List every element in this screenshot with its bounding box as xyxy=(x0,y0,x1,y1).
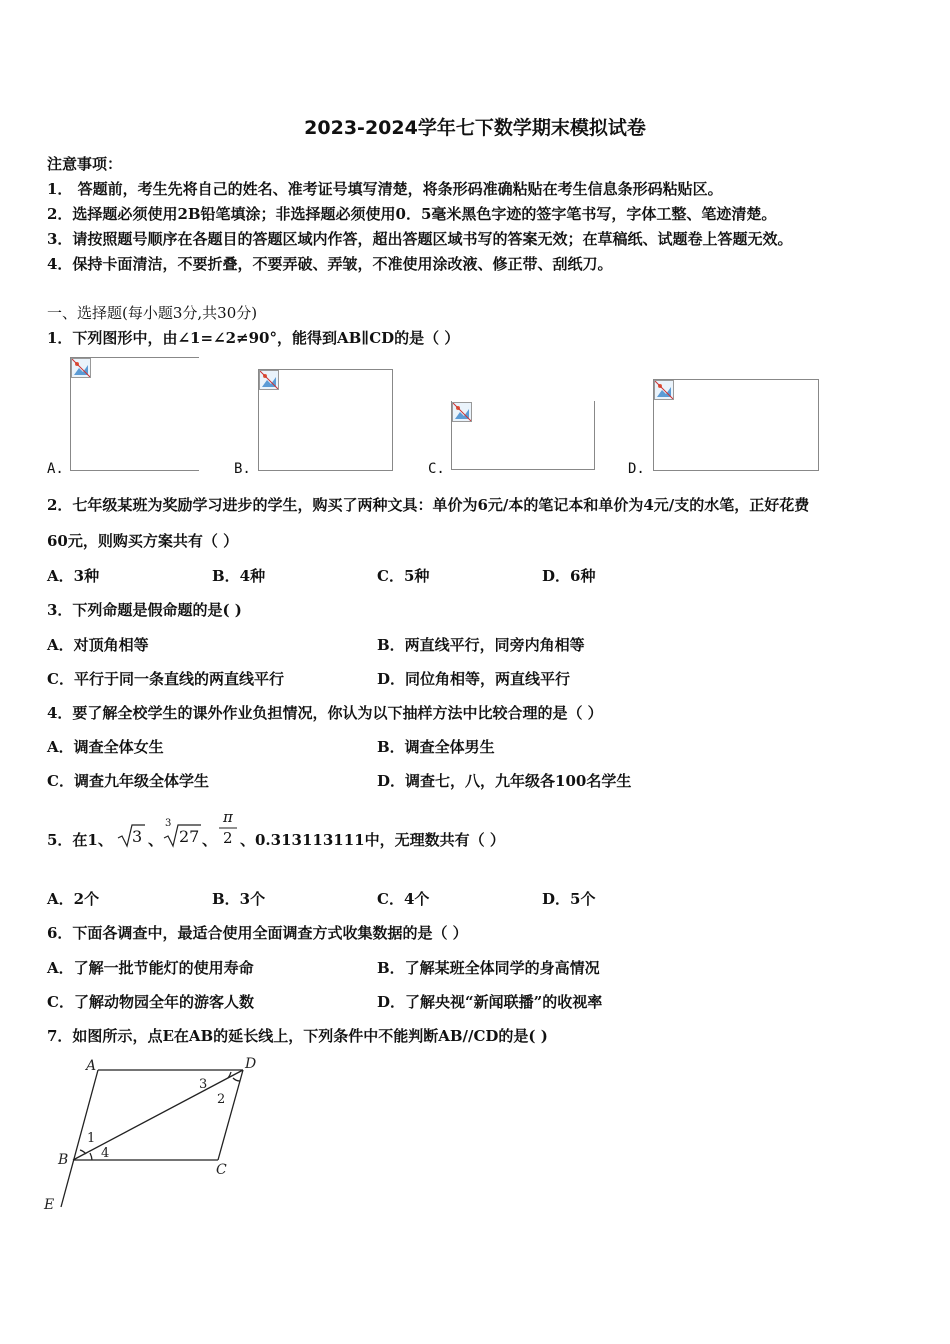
question-1: 1．下列图形中，由∠1=∠2≠90°，能得到AB∥CD的是（ ） xyxy=(47,329,460,347)
label-a: A xyxy=(86,1058,97,1074)
angle-1-arc xyxy=(80,1150,86,1154)
option-a: A．3种 xyxy=(47,567,100,585)
angle-label-4: 4 xyxy=(101,1146,110,1161)
label-d: D xyxy=(245,1056,257,1072)
label-b: B xyxy=(58,1152,69,1168)
option-c: C．5种 xyxy=(377,567,430,585)
option-b: B．3个 xyxy=(212,890,266,908)
fraction-denominator: 2 xyxy=(223,829,233,847)
separator: 、 xyxy=(202,831,218,849)
section-heading: 一、选择题(每小题3分,共30分) xyxy=(47,304,258,322)
angle-label-1: 1 xyxy=(87,1131,96,1146)
broken-image-icon xyxy=(452,402,472,422)
option-c: C．平行于同一条直线的两直线平行 xyxy=(47,670,284,688)
cbrt-27-radicand: 27 xyxy=(179,827,200,846)
option-a: A．2个 xyxy=(47,890,100,908)
q1-label-d: D. xyxy=(628,461,645,477)
question-2-line1: 2．七年级某班为奖励学习进步的学生，购买了两种文具：单价为6元/本的笔记本和单价为4元/支的水笔，正好花费 xyxy=(47,496,810,514)
notice-item: 3．请按照题号顺序在各题目的答题区域内作答，超出答题区域书写的答案无效；在草稿纸、试题卷上答题无效。 xyxy=(47,230,793,248)
label-c: C xyxy=(216,1162,227,1178)
option-b: B．了解某班全体同学的身高情况 xyxy=(377,959,600,977)
option-d: D．了解央视“新闻联播”的收视率 xyxy=(377,993,603,1011)
angle-2-arc xyxy=(233,1078,240,1081)
question-5-suffix: 、0.313113111中，无理数共有（ ） xyxy=(240,831,505,849)
diagonal-bd xyxy=(73,1070,243,1160)
option-c: C．4个 xyxy=(377,890,430,908)
notice-item: 2．选择题必须使用2B铅笔填涂；非选择题必须使用0．5毫米黑色字迹的签字笔书写，字体工整、笔迹清楚。 xyxy=(47,205,777,223)
q1-label-b: B. xyxy=(234,461,251,477)
label-e: E xyxy=(44,1197,55,1213)
notice-item: 4．保持卡面清洁，不要折叠，不要弄破、弄皱，不准使用涂改液、修正带、刮纸刀。 xyxy=(47,255,613,273)
sqrt-3-radicand: 3 xyxy=(132,827,143,846)
separator: 、 xyxy=(148,831,164,849)
question-4: 4．要了解全校学生的课外作业负担情况，你认为以下抽样方法中比较合理的是（ ） xyxy=(47,704,603,722)
option-d: D．同位角相等，两直线平行 xyxy=(377,670,571,688)
cbrt-index: 3 xyxy=(165,818,172,829)
question-6: 6．下面各调查中，最适合使用全面调查方式收集数据的是（ ） xyxy=(47,924,468,942)
question-5-prefix: 5．在1、 xyxy=(47,831,113,849)
notice-item: 1． 答题前，考生先将自己的姓名、准考证号填写清楚，将条形码准确粘贴在考生信息条形码粘贴区。 xyxy=(47,180,723,198)
q1-label-a: A. xyxy=(47,461,64,477)
question-7: 7．如图所示，点E在AB的延长线上，下列条件中不能判断AB//CD的是( ) xyxy=(47,1027,548,1045)
angle-label-3: 3 xyxy=(199,1077,208,1092)
option-b: B．调查全体男生 xyxy=(377,738,495,756)
option-d: D．6种 xyxy=(542,567,596,585)
option-a: A．对顶角相等 xyxy=(47,636,149,654)
option-b: B．4种 xyxy=(212,567,266,585)
question-3: 3．下列命题是假命题的是( ) xyxy=(47,601,242,619)
broken-image-icon xyxy=(259,370,279,390)
option-b: B．两直线平行，同旁内角相等 xyxy=(377,636,585,654)
q1-label-c: C. xyxy=(428,461,445,477)
fraction-numerator: π xyxy=(223,808,233,826)
q7-figure xyxy=(40,1050,270,1220)
notice-heading: 注意事项： xyxy=(47,155,123,173)
figure-d-placeholder xyxy=(653,379,819,471)
page-title: 2023-2024学年七下数学期末模拟试卷 xyxy=(304,117,646,139)
option-c: C．了解动物园全年的游客人数 xyxy=(47,993,254,1011)
angle-label-2: 2 xyxy=(217,1092,226,1107)
segment-dc xyxy=(218,1070,243,1160)
option-a: A．了解一批节能灯的使用寿命 xyxy=(47,959,254,977)
option-d: D．5个 xyxy=(542,890,596,908)
option-d: D．调查七，八，九年级各100名学生 xyxy=(377,772,632,790)
figure-c-placeholder xyxy=(451,401,595,470)
broken-image-icon xyxy=(71,358,91,378)
option-c: C．调查九年级全体学生 xyxy=(47,772,209,790)
angle-4-arc xyxy=(90,1153,92,1160)
option-a: A．调查全体女生 xyxy=(47,738,164,756)
question-2-line2: 60元，则购买方案共有（ ） xyxy=(47,532,239,550)
broken-image-icon xyxy=(654,380,674,400)
